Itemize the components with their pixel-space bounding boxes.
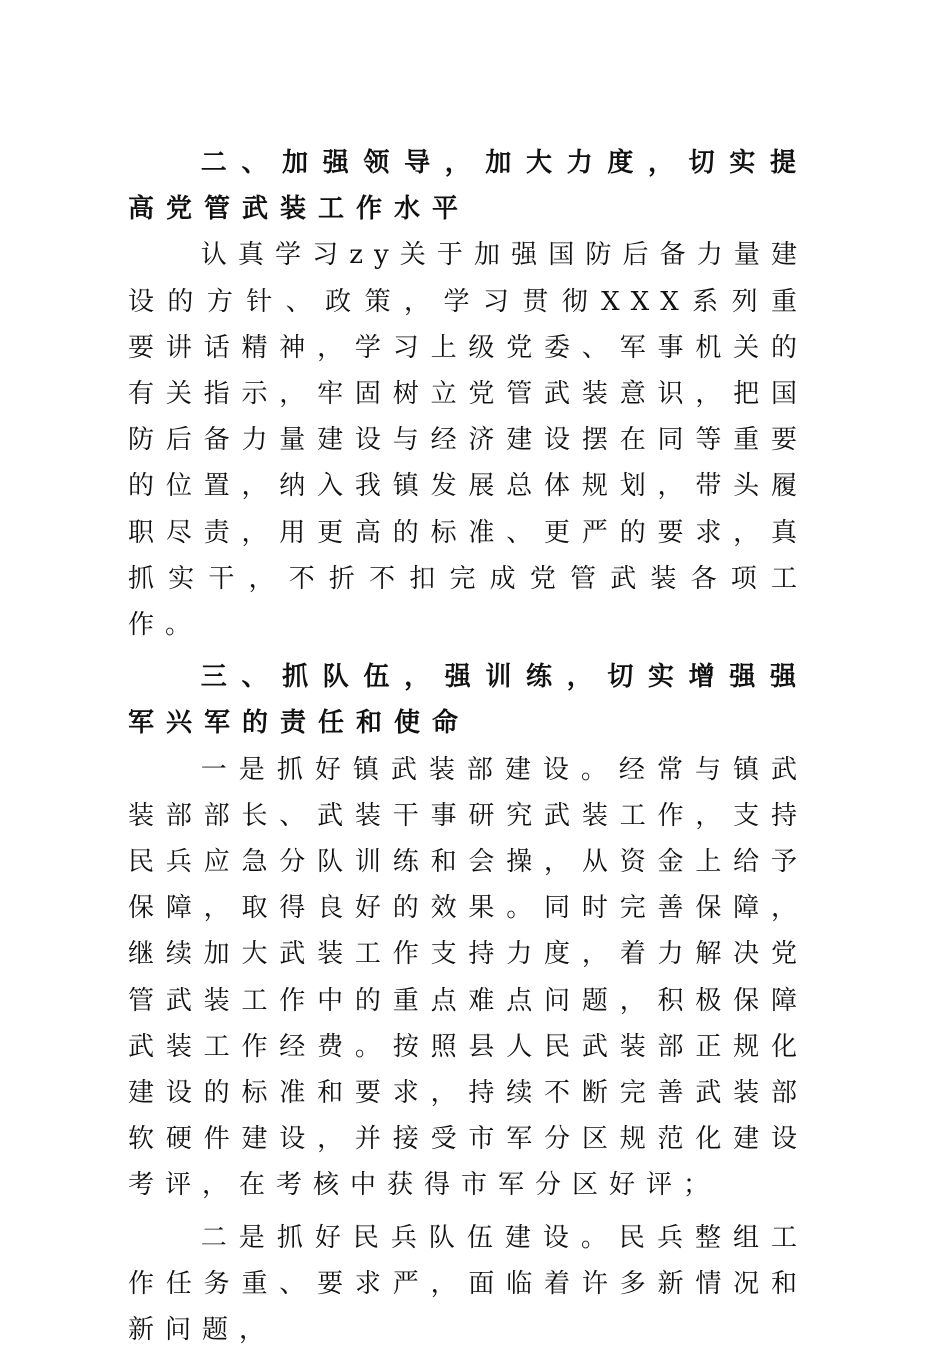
document-body bbox=[128, 140, 808, 1353]
section-heading-3: 三、抓队伍，强训练，切实增强强军兴军的责任和使命 bbox=[128, 662, 808, 739]
paragraph-section-3-part-2: 二是抓好民兵队伍建设。民兵整组工作任务重、要求严，面临着许多新情况和新问题， bbox=[128, 1222, 808, 1346]
paragraph-section-2: 认真学习zy关于加强国防后备力量建设的方针、政策，学习贯彻XXX系列重要讲话精神，学习上级党委、军事机关的有关指示，牢固树立党管武装意识，把国防后备力量建设与经济建设摆在同等重要的位置，纳入我镇发展总体规划，带头履职尽责，用更高的标准、更严的要求，真抓实干，不折不扣完成党管武装各项工作。 bbox=[128, 240, 808, 641]
paragraph-section-3-part-1: 一是抓好镇武装部建设。经常与镇武装部部长、武装干事研究武装工作，支持民兵应急分队训练和会操，从资金上给予保障，取得良好的效果。同时完善保障，继续加大武装工作支持力度，着力解决党管武装工作中的重点难点问题，积极保障武装工作经费。按照县人民武装部正规化建设的标准和要求，持续不断完善武装部软硬件建设，并接受市军分区规范化建设考评，在考核中获得市军分区好评； bbox=[128, 754, 808, 1201]
section-heading-2: 二、加强领导，加大力度，切实提高党管武装工作水平 bbox=[128, 148, 808, 225]
